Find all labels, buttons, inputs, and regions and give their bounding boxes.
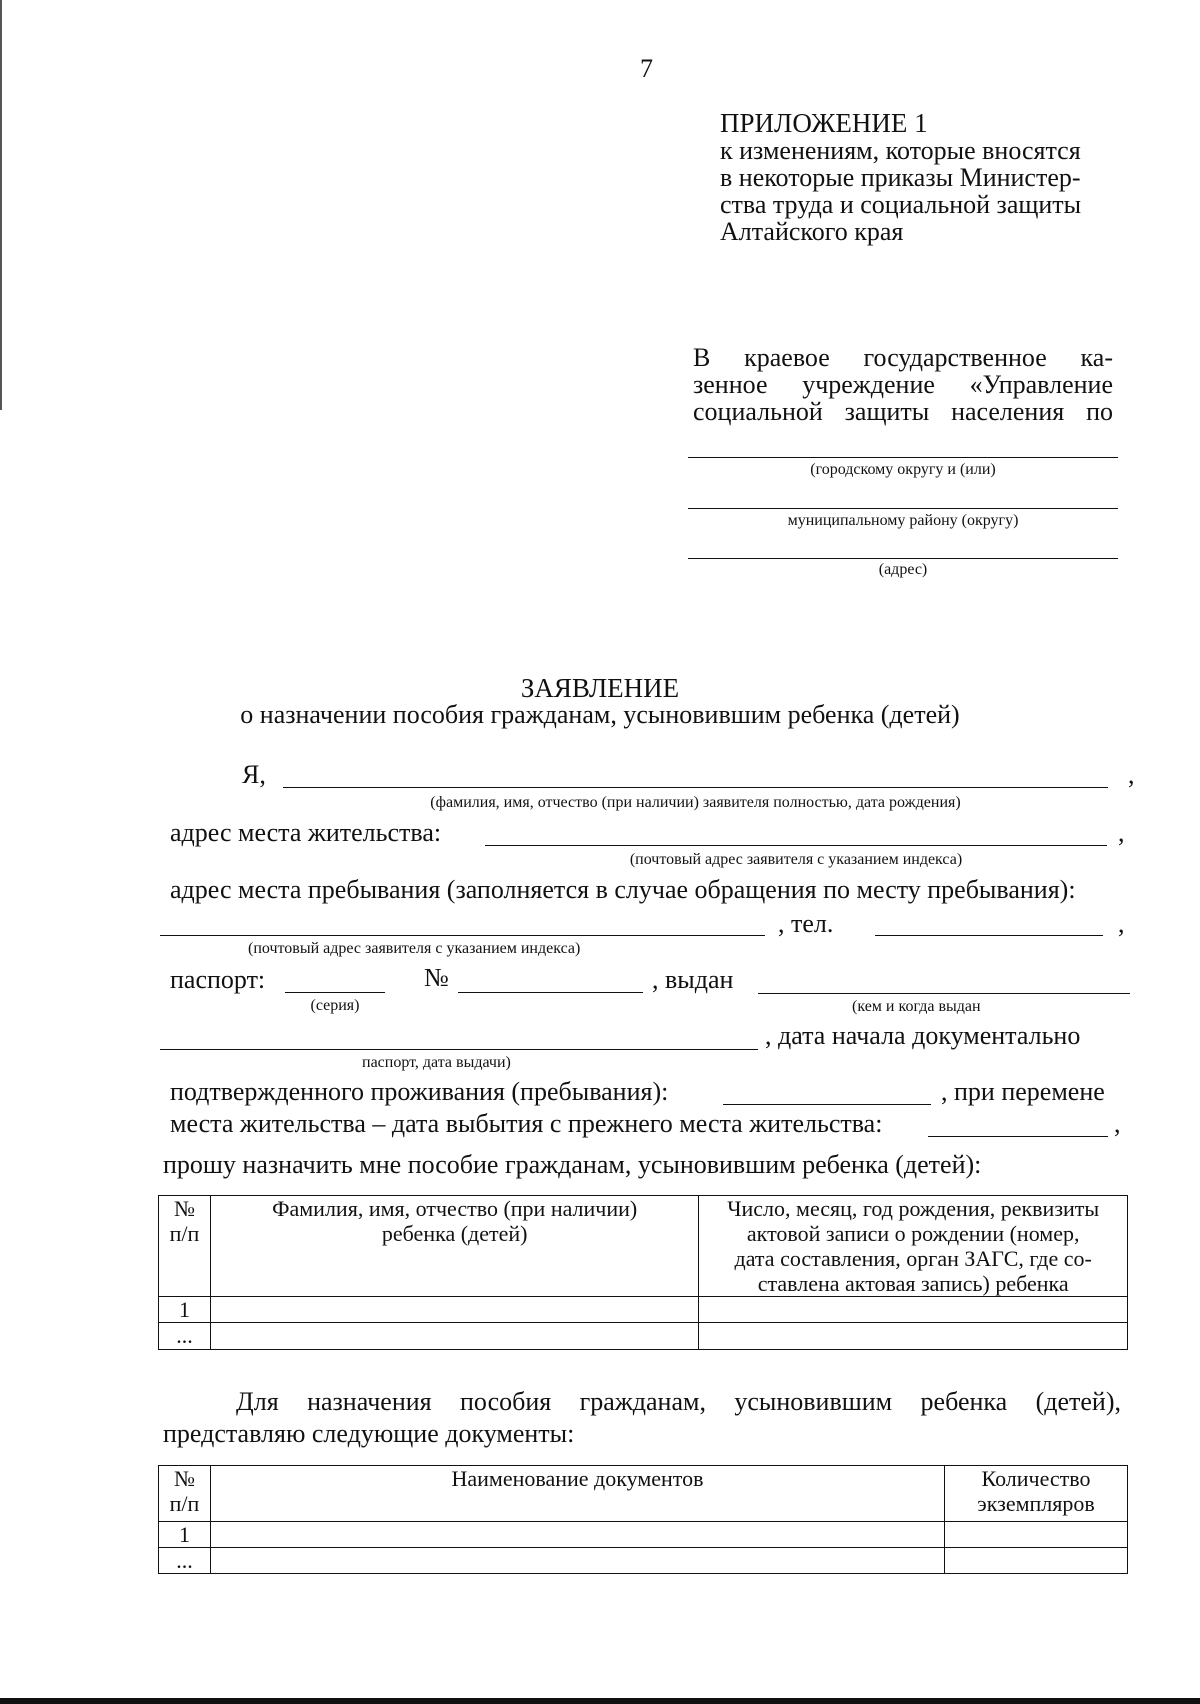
tel-field[interactable] — [875, 935, 1103, 936]
residence-label: адрес места жительства: — [170, 818, 442, 847]
children-table — [158, 1195, 1128, 1350]
table-row — [159, 1522, 1128, 1548]
change-label: , при перемене — [941, 1077, 1105, 1106]
passport-series-field[interactable] — [285, 992, 385, 993]
comma: , — [1128, 760, 1135, 789]
address-field-line[interactable] — [688, 558, 1118, 559]
header-line: актовой записи о рождении (номер, — [746, 1221, 1080, 1246]
comma: , — [1114, 1109, 1121, 1138]
child-name-cell[interactable] — [210, 1323, 698, 1350]
departure-label: места жительства – дата выбытия с прежнего места жительства: — [170, 1109, 883, 1138]
ya-label: Я, — [242, 760, 266, 789]
appendix-line: Алтайского края — [720, 217, 904, 246]
table-row — [159, 1323, 1128, 1350]
confirmed-label: подтвержденного проживания (пребывания): — [170, 1077, 669, 1106]
issued-caption: (кем и когда выдан — [852, 998, 981, 1015]
comma: , — [1118, 818, 1125, 847]
child-name-cell[interactable] — [210, 1297, 698, 1323]
header-cell — [159, 1196, 211, 1297]
municipal-field-line[interactable] — [688, 508, 1118, 509]
confirmed-date-field[interactable] — [723, 1104, 931, 1105]
table-row — [159, 1548, 1128, 1574]
stay-label: адрес места пребывания (заполняется в случае обращения по месту пребывания): — [170, 875, 1076, 904]
addressee-block — [693, 344, 1113, 425]
document-title: ЗАЯВЛЕНИЕ — [520, 673, 680, 703]
header-line: экземпляров — [977, 1491, 1095, 1516]
municipal-caption: муниципальному району (округу) — [787, 512, 1019, 529]
documents-intro-line: представляю следующие документы: — [163, 1419, 575, 1448]
header-cell — [945, 1466, 1128, 1522]
header-line: п/п — [169, 1221, 200, 1246]
appendix-title: ПРИЛОЖЕНИЕ 1 — [720, 108, 928, 138]
table-row — [159, 1297, 1128, 1323]
header-line: ребенка (детей) — [381, 1221, 528, 1246]
document-subtitle: о назначении пособия гражданам, усыновившим ребенка (детей) — [240, 700, 960, 729]
row-number-cell: ... — [159, 1548, 211, 1574]
row-number-cell: 1 — [159, 1522, 211, 1548]
tel-label: , тел. — [778, 909, 834, 938]
passport-label: паспорт: — [170, 965, 266, 994]
addressee-line: социальной защиты населения по — [693, 397, 1113, 426]
appendix-line: к изменениям, которые вносятся — [720, 136, 1081, 165]
page-number: 7 — [640, 54, 653, 83]
passport-issued-continued-field[interactable] — [160, 1049, 758, 1050]
documents-intro-line: Для назначения пособия гражданам, усыновившим ребенка (детей), — [236, 1387, 1121, 1416]
table-header-row — [159, 1466, 1128, 1522]
district-caption: (городскому округу и (или) — [810, 461, 996, 478]
issued-caption-continued: паспорт, дата выдачи) — [362, 1054, 511, 1071]
row-number-cell: 1 — [159, 1297, 211, 1323]
row-number-cell: ... — [159, 1323, 211, 1350]
scan-bottom-edge — [0, 1698, 1200, 1704]
header-cell — [210, 1196, 698, 1297]
residence-field[interactable] — [485, 845, 1107, 846]
departure-date-field[interactable] — [928, 1136, 1108, 1137]
appendix-line: ства труда и социальной защиты — [720, 190, 1082, 219]
header-line: Фамилия, имя, отчество (при наличии) — [272, 1196, 638, 1221]
document-name-cell[interactable] — [210, 1548, 944, 1574]
residence-caption: (почтовый адрес заявителя с указанием индекса) — [629, 851, 963, 868]
applicant-name-field[interactable] — [283, 787, 1108, 788]
documents-table — [158, 1465, 1128, 1574]
addressee-line: В краевое государственное ка- — [693, 343, 1113, 372]
appendix-line: в некоторые приказы Министер- — [720, 163, 1081, 192]
child-birth-cell[interactable] — [699, 1323, 1128, 1350]
passport-issued-field[interactable] — [758, 993, 1130, 994]
header-line: дата составления, орган ЗАГС, где со- — [734, 1246, 1092, 1271]
issued-label: , выдан — [652, 965, 734, 994]
stay-caption: (почтовый адрес заявителя с указанием индекса) — [248, 940, 581, 957]
appendix-block — [720, 110, 1081, 245]
document-name-cell[interactable] — [210, 1522, 944, 1548]
header-line: № — [173, 1196, 195, 1221]
request-text: прошу назначить мне пособие гражданам, усыновившим ребенка (детей): — [163, 1150, 982, 1179]
comma: , — [1118, 909, 1125, 938]
header-cell — [699, 1196, 1128, 1297]
header-line: № — [173, 1466, 195, 1491]
address-caption: (адрес) — [878, 561, 928, 578]
document-count-cell[interactable] — [945, 1548, 1128, 1574]
header-line: Число, месяц, год рождения, реквизиты — [727, 1196, 1100, 1221]
header-cell — [210, 1466, 944, 1522]
series-caption: (серия) — [310, 997, 360, 1014]
header-line: Количество — [981, 1466, 1091, 1491]
table-header-row — [159, 1196, 1128, 1297]
child-birth-cell[interactable] — [699, 1297, 1128, 1323]
header-line: ставлена актовая запись) ребенка — [757, 1271, 1069, 1296]
scan-left-edge — [0, 0, 2, 410]
document-count-cell[interactable] — [945, 1522, 1128, 1548]
start-date-label: , дата начала документально — [765, 1021, 1081, 1050]
addressee-line: зенное учреждение «Управление — [693, 370, 1113, 399]
header-cell — [159, 1466, 211, 1522]
header-line: п/п — [169, 1491, 200, 1516]
header-line: Наименование документов — [451, 1466, 704, 1491]
passport-number-field[interactable] — [458, 992, 643, 993]
applicant-name-caption: (фамилия, имя, отчество (при наличии) заявителя полностью, дата рождения) — [430, 794, 961, 811]
stay-address-field[interactable] — [160, 935, 765, 936]
number-sign: № — [424, 963, 449, 992]
district-field-line[interactable] — [688, 457, 1118, 458]
documents-intro — [163, 1386, 1121, 1450]
